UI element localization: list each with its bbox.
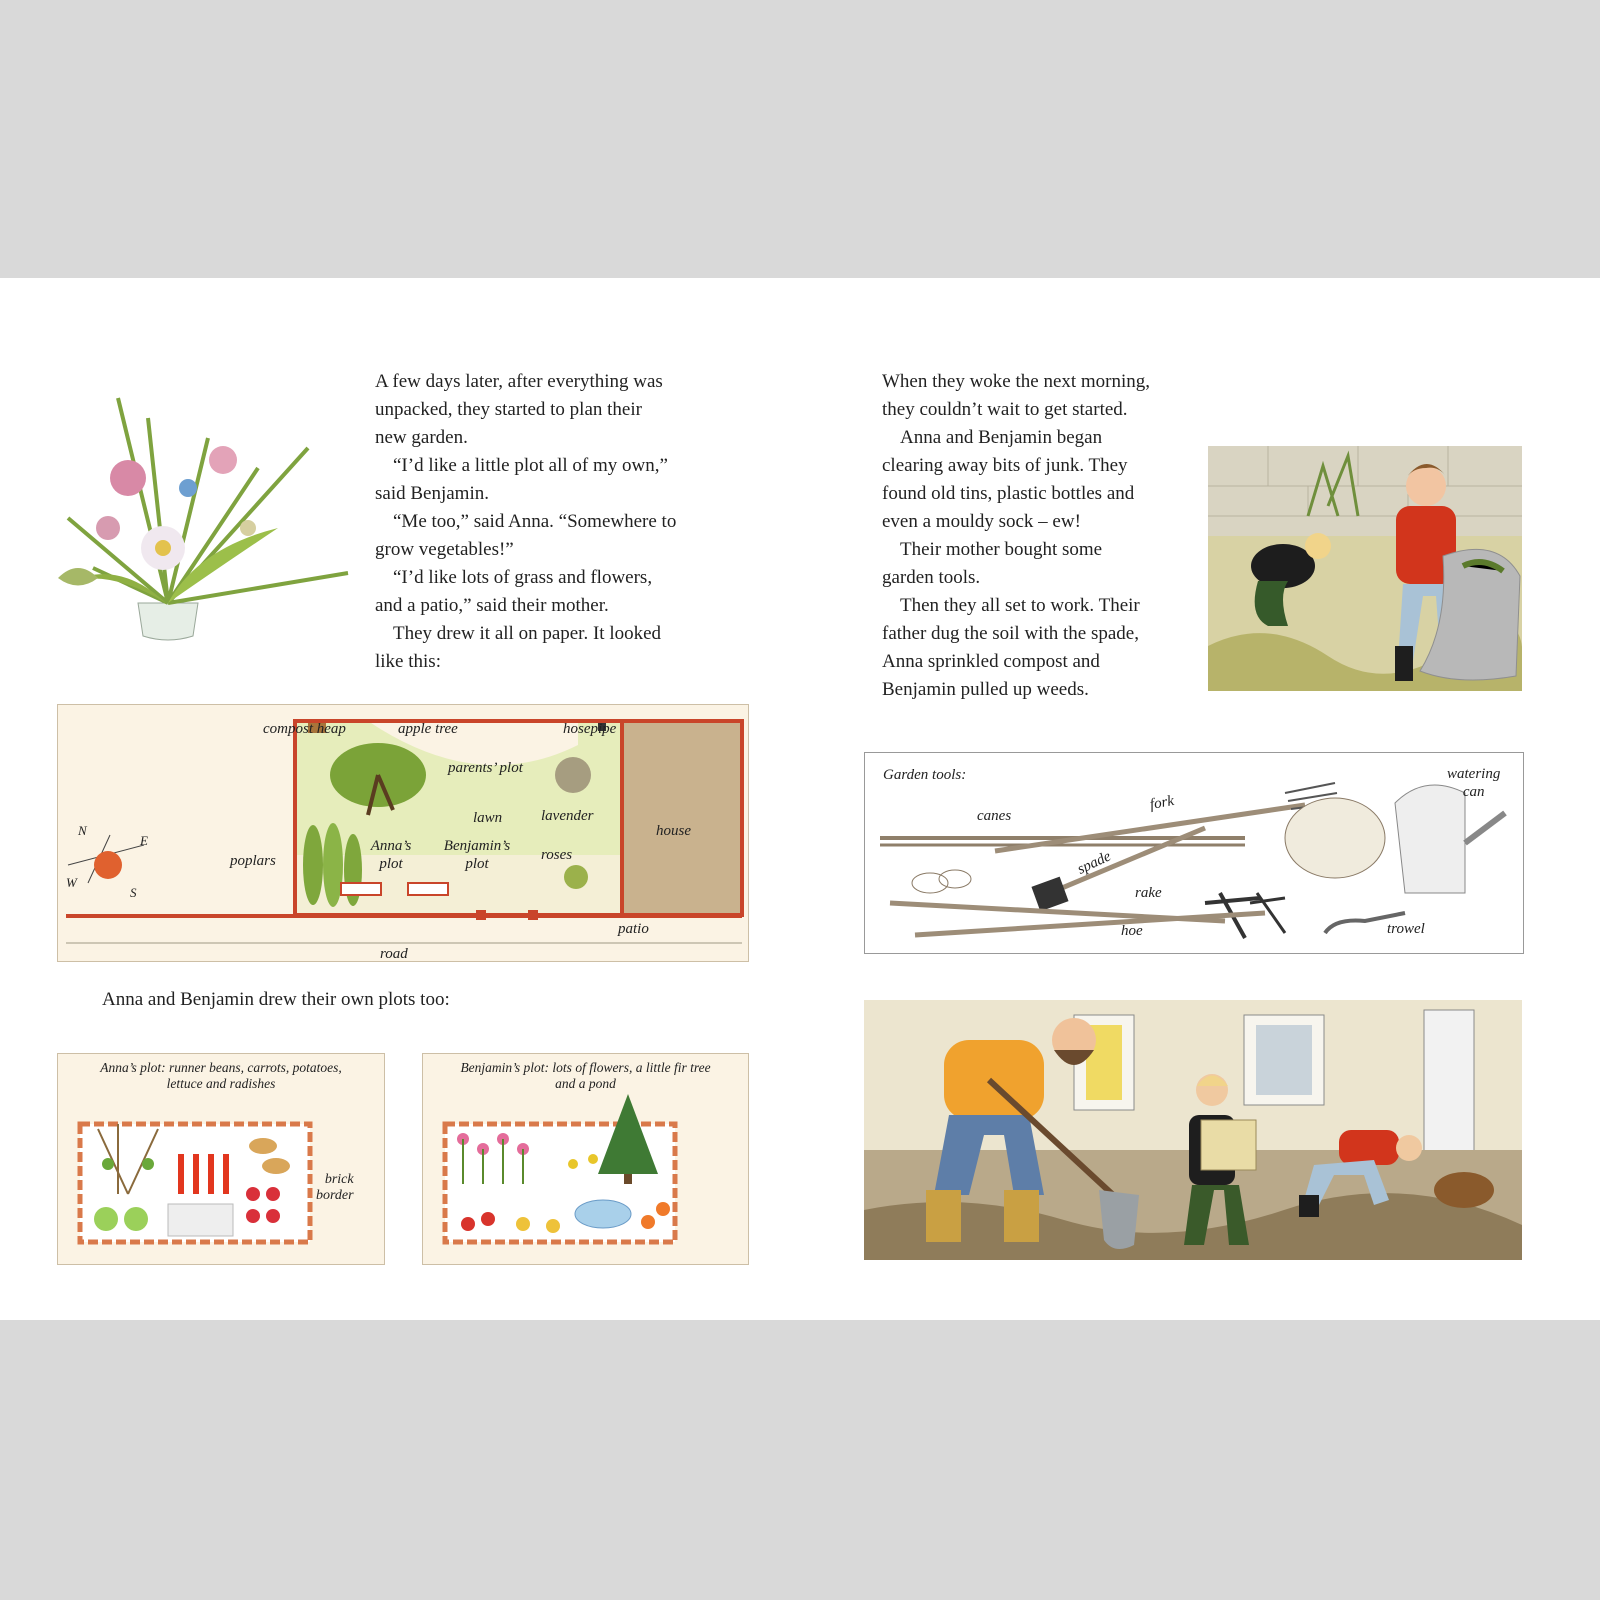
plan-label-patio: patio <box>618 921 649 937</box>
tools-title: Garden tools: <box>883 767 967 783</box>
text-line: “I’d like lots of grass and flowers, <box>393 567 653 588</box>
brick-border-label <box>316 1172 354 1204</box>
tool-label-canes: canes <box>977 808 1012 824</box>
plan-label-poplars: poplars <box>230 853 276 869</box>
text-line: said Benjamin. <box>375 483 489 504</box>
compass-e: E <box>140 833 148 848</box>
caption-line: lettuce and radishes <box>166 1076 276 1091</box>
annas-plot-drawing <box>57 1053 385 1265</box>
caption-line: Benjamin’s plot: lots of flowers, a little fir tree <box>460 1060 711 1075</box>
tool-label-fork: fork <box>1148 793 1176 813</box>
plan-label-apple-tree: apple tree <box>398 721 458 737</box>
watering-label-line: watering <box>1447 766 1501 782</box>
benjamins-plot-drawing <box>422 1053 749 1265</box>
flower-vase-illustration <box>48 378 368 648</box>
garden-tools-drawing <box>864 752 1524 954</box>
text-line: and a patio,” said their mother. <box>375 595 609 616</box>
border-label-line: border <box>316 1188 354 1203</box>
caption-line: and a pond <box>555 1076 616 1091</box>
text-line: garden tools. <box>882 567 981 588</box>
plan-label-hosepipe: hosepipe <box>563 721 617 737</box>
text-line: They drew it all on paper. It looked <box>393 623 662 644</box>
compass-n: N <box>78 823 87 838</box>
text-line: new garden. <box>375 427 468 448</box>
tool-label-rake: rake <box>1135 885 1162 901</box>
left-page-text <box>375 368 676 676</box>
book-spread <box>0 278 1600 1320</box>
compass-s: S <box>130 885 137 900</box>
plan-label-lavender: lavender <box>541 808 594 824</box>
can-label-line: can <box>1462 784 1485 800</box>
text-line: like this: <box>375 651 441 672</box>
plan-label-annas-plot: Anna’s plot <box>370 838 412 872</box>
plan-label-roses: roses <box>541 847 573 863</box>
text-line: Benjamin pulled up weeds. <box>882 679 1089 700</box>
tool-label-watering-can <box>1447 765 1500 801</box>
text-line: “I’d like a little plot all of my own,” <box>393 455 668 476</box>
plan-label-road: road <box>380 946 408 962</box>
plots-intro: Anna and Benjamin drew their own plots too: <box>102 989 450 1010</box>
plan-label-lawn: lawn <box>473 810 503 826</box>
text-line: Anna and Benjamin began <box>900 427 1103 448</box>
plan-label-compost-heap: compost heap <box>263 721 346 737</box>
caption-line: Anna’s plot: runner beans, carrots, potatoes, <box>100 1060 342 1075</box>
plan-label-house: house <box>656 823 691 839</box>
annas-plot-illustration <box>58 1054 384 1264</box>
text-line: “Me too,” said Anna. “Somewhere to <box>393 511 677 532</box>
plan-label-parents-plot: parents’ plot <box>448 760 523 776</box>
tool-label-spade: spade <box>1075 848 1114 878</box>
children-clearing-junk-illustration <box>1208 446 1522 691</box>
text-line: Then they all set to work. Their <box>900 595 1140 616</box>
text-line: even a mouldy sock – ew! <box>882 511 1081 532</box>
family-digging-illustration <box>864 1000 1522 1260</box>
text-line: unpacked, they started to plan their <box>375 399 642 420</box>
text-line: grow vegetables!” <box>375 539 514 560</box>
plan-label-benjamins-plot: Benjamin’s plot <box>443 838 511 872</box>
tool-label-hoe: hoe <box>1121 923 1143 939</box>
text-line: they couldn’t wait to get started. <box>882 399 1128 420</box>
text-line: When they woke the next morning, <box>882 371 1151 392</box>
benjamins-plot-illustration <box>423 1054 748 1264</box>
text-line: Anna sprinkled compost and <box>882 651 1100 672</box>
right-page-text <box>882 368 1150 704</box>
text-line: father dug the soil with the spade, <box>882 623 1139 644</box>
compass-w: W <box>66 875 77 890</box>
text-line: Their mother bought some <box>900 539 1103 560</box>
tool-label-trowel: trowel <box>1387 921 1425 937</box>
garden-plan <box>57 704 749 962</box>
brick-label-line: brick <box>324 1172 354 1187</box>
text-line: found old tins, plastic bottles and <box>882 483 1135 504</box>
text-line: clearing away bits of junk. They <box>882 455 1128 476</box>
text-line: A few days later, after everything was <box>375 371 663 392</box>
